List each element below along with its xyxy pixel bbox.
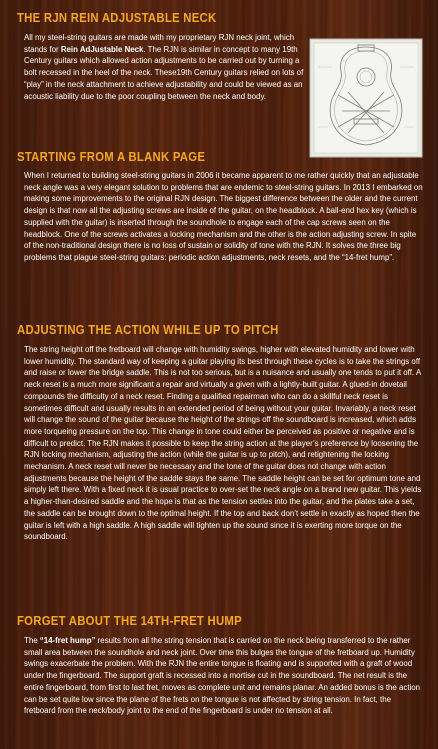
paragraph-blank-page: When I returned to building steel-string guitars in 2006 it became apparent to me rather quickly that an adjustable neck angle was a very elegant solution to problems that are endemic to steel-string guitars. In 2013 I embarked on making some improvements to the original RJN design. The biggest difference between the older and the current design is that now all the adjusting screws are inside of the guitar, on the headblock. A ball-end hex key (which is supplied with the guitar) is inserted through the soundhole to engage each of the cap screws seen on the headblock. One of the screws activates a locking mechanism and the other is the action adjusting screw. In spite of the non-traditional design there is no loss of sustain or solidity of tone with the RJN. It solves the three big problems that plague steel-string guitars: periodic action adjustments, neck resets, and the “14-fret hump”.: [24, 171, 423, 262]
guitar-blueprint-image: [308, 37, 424, 159]
heading-14th-fret-hump: FORGET ABOUT THE 14TH-FRET HUMP: [17, 613, 242, 628]
paragraph-rjn-intro: All my steel-string guitars are made with my proprietary RJN neck joint, which stands for Rein AdJustable Neck. The RJN is similar in concept to many 19th Century guitars which allowed action adjustments to be carried out by turning a bolt recessed in the heel of the neck. These19th Century guitars relied on lots of “play” in the neck attachment to achieve adjustability and could be viewed as an acoustic liability due to the poor coupling between the neck and body.: [24, 33, 304, 101]
paragraph-adjusting-action: The string height off the fretboard will change with humidity swings, higher with elevated humidity and lower with lower humidity. The standard way of keeping a guitar playing its best through these cycles is to take the strings off and raise or lower the bridge saddle. This is not too serious, but is a nuisance and usually one tends to put it off. A neck reset is a much more significant a repair and virtually a given with a lightly-built guitar. A glued-in dovetail compounds the difficulty of a neck reset. Finding a qualified repairman who can do a skillful neck reset is sometimes difficult and usually results in an extended period of being without your guitar. Invariably, a neck reset will change the sound of the guitar because the height of the strings off the soundboard is increased, which adds more torqueing pressure on the top. This change in tone could either be perceived as positive or negative and is difficult to predict. The RJN makes it possible to keep the string action at the player’s preference by loosening the RJN locking mechanism, adjusting the action (while the guitar is up to pitch), and retightening the locking mechanism. A neck reset will never be necessary and the tone of the guitar does not change with action adjustments because the height of the saddle stays the same. The saddle height can be set for optimum tone and simply left there. With a fixed neck it is usual practice to over-set the neck angle on a brand new guitar. This yields a higher-than-desired saddle and the hope is that as the tension settles into the guitar, and the plates take a set, the saddle can be brought down to the optimal height. If the top and back don’t settle in exactly as hoped then the guitar is left with a high saddle. A high saddle will tighten up the sound since it is exerting more torque on the soundboard.: [24, 345, 422, 542]
rein-adjustable-neck-emphasis: Rein AdJustable Neck: [60, 44, 144, 54]
heading-adjusting-action: ADJUSTING THE ACTION WHILE UP TO PITCH: [17, 322, 279, 337]
heading-starting-from-blank-page: STARTING FROM A BLANK PAGE: [17, 149, 206, 164]
heading-rjn-rein-adjustable-neck: THE RJN REIN ADJUSTABLE NECK: [17, 10, 217, 25]
fret-hump-emphasis: “14-fret hump”: [39, 636, 96, 645]
paragraph-14th-fret-hump: The “14-fret hump” results from all the string tension that is carried on the neck being transferred to the rather small area between the soundhole and neck joint. Over time this bulges the tongue of the fretboard up. Humidity swings exacerbate the problem. With the RJN the entire tongue is floating and is supported with a graft of wood under the fingerboard. The support graft is recessed into a mortise cut in the soundboard. The net result is the entire fingerboard, from first to last fret, moves as complete unit and remains planar. An added bonus is the action can be set quite low since the plane of the frets on the tongue is not affected by string tension. In fact, the fretboard from the neck/body joint to the end of the fingerboard is under no tension at all.: [24, 636, 421, 716]
